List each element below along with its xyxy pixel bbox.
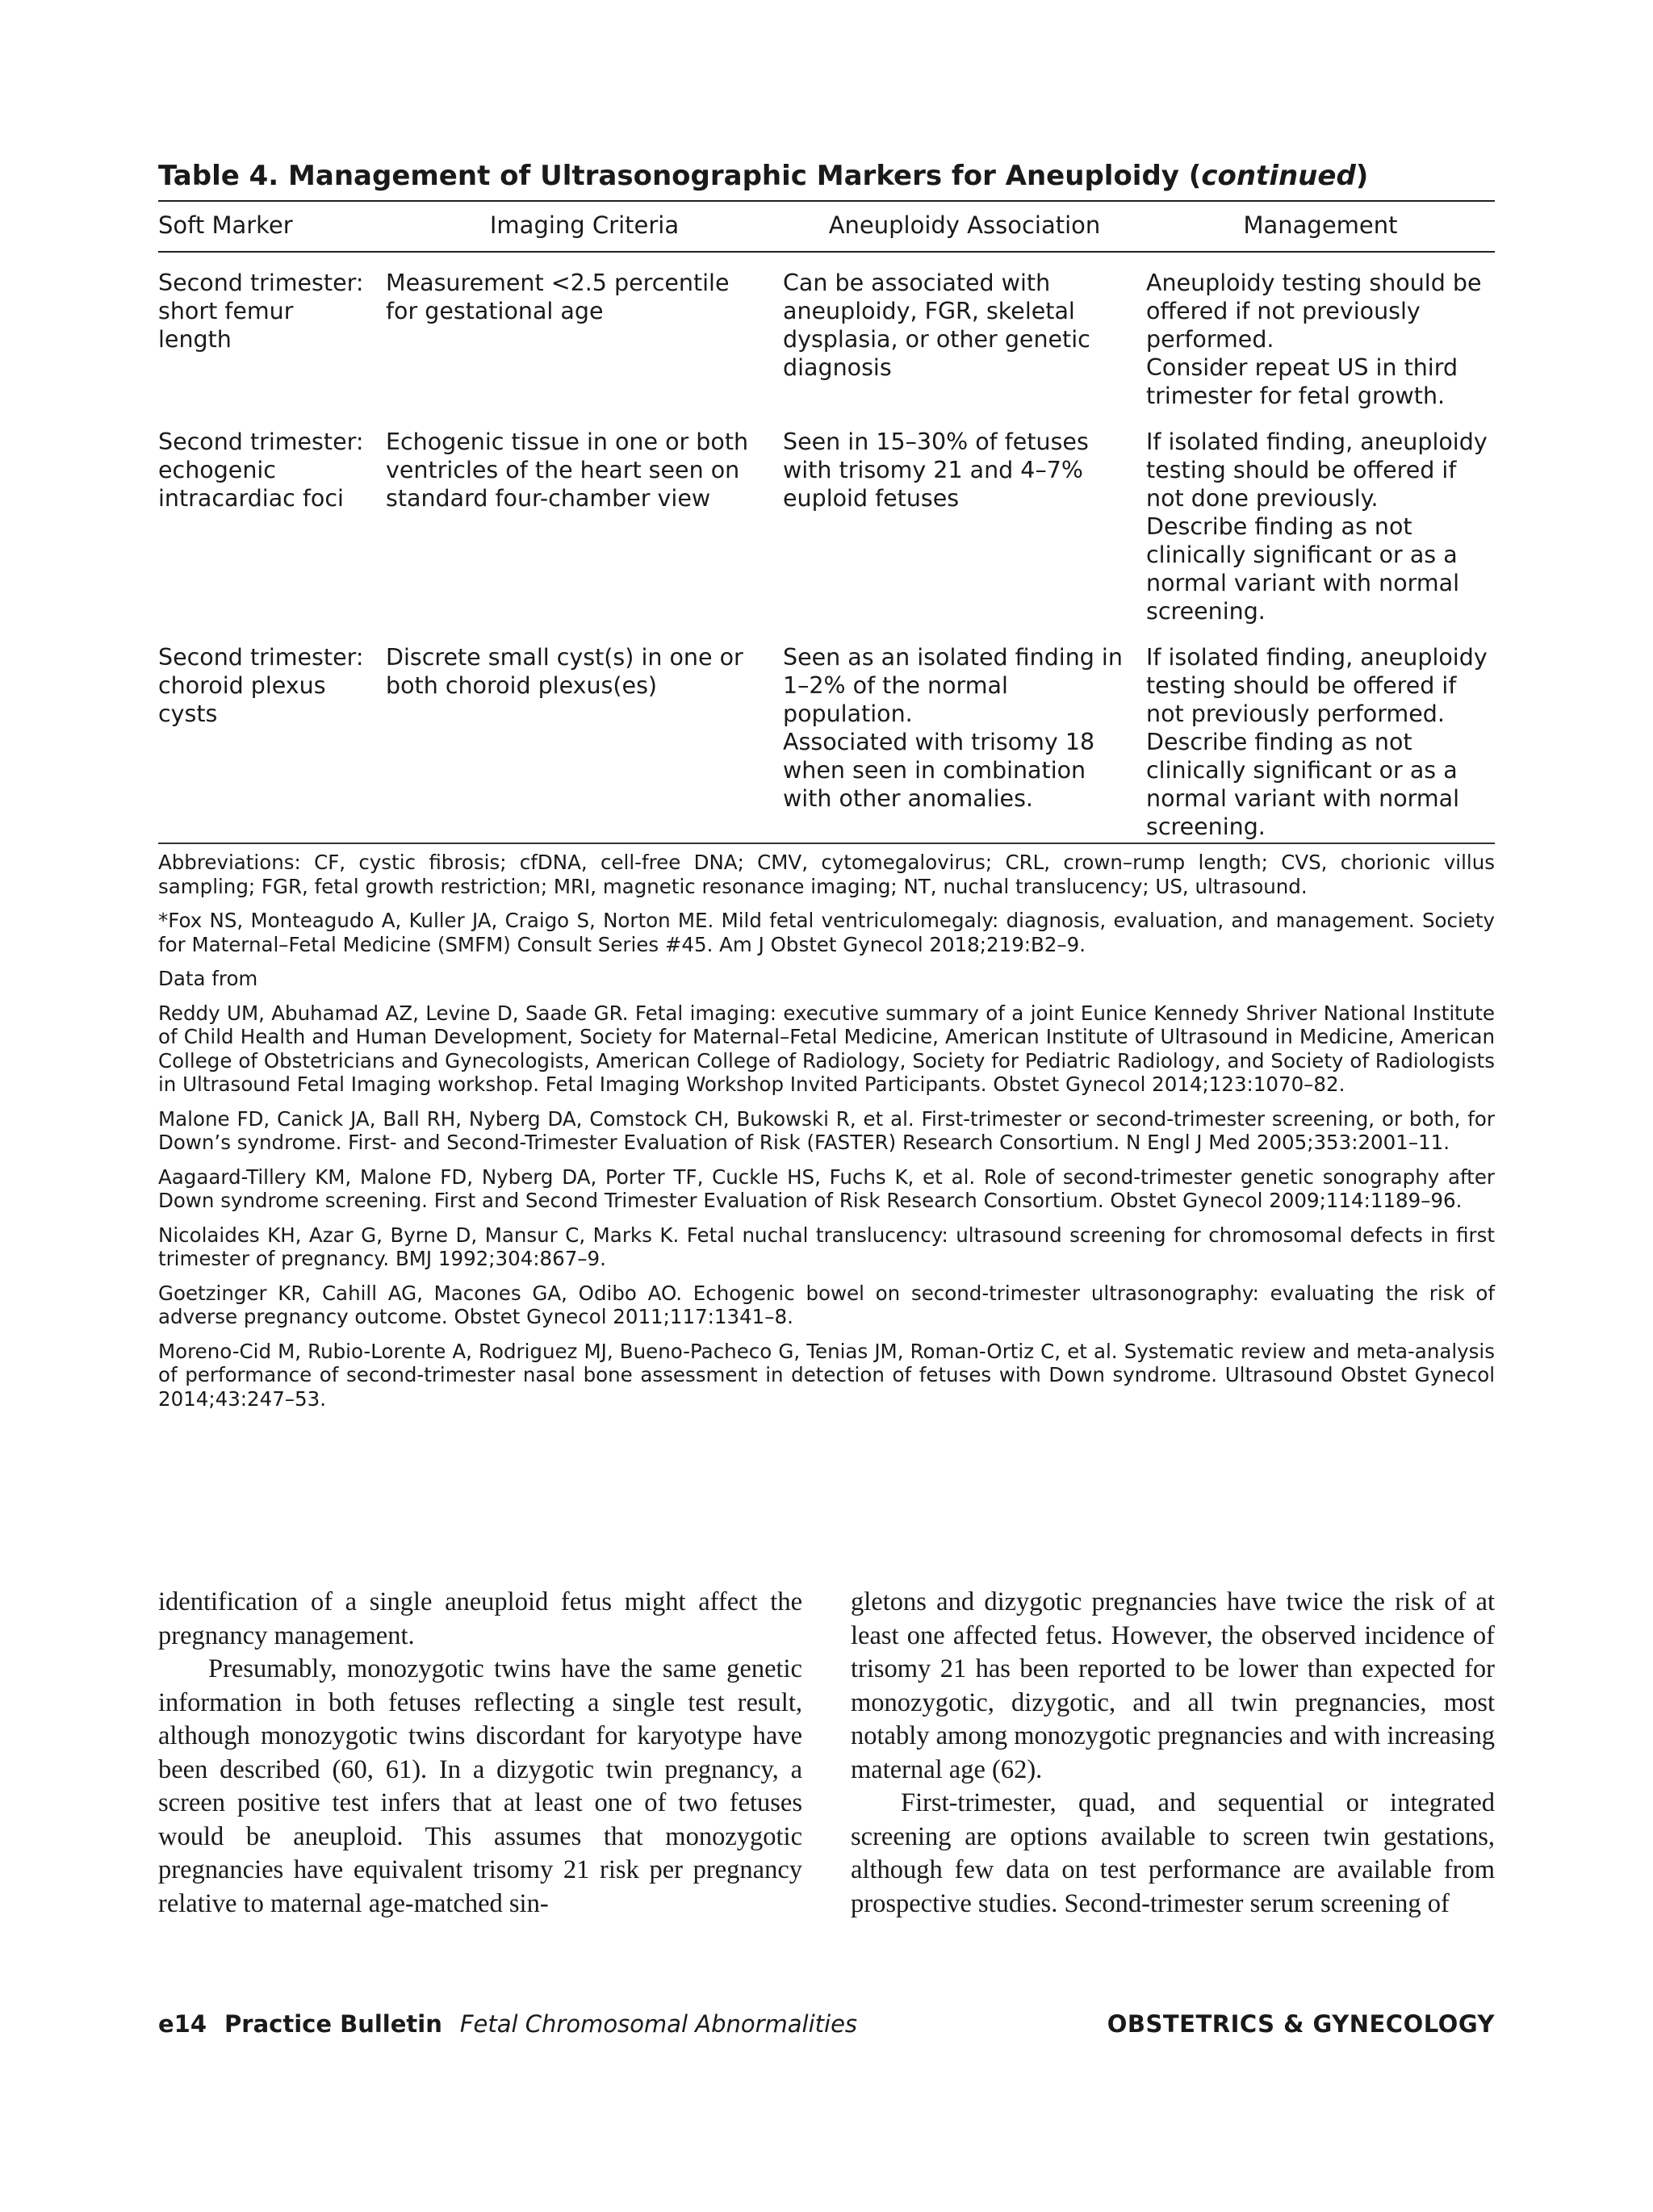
cell-line: Aneuploidy testing should be xyxy=(1146,270,1482,296)
cell-line: echogenic xyxy=(158,457,276,483)
cell-line: testing should be offered if xyxy=(1146,457,1457,483)
cell-line: Describe finding as not xyxy=(1146,729,1412,755)
cell-line: If isolated finding, aneuploidy xyxy=(1146,429,1488,455)
reference-entry: Aagaard-Tillery KM, Malone FD, Nyberg DA, Porter TF, Cuckle HS, Fuchs K, et al. Role of second-trimester genetic sonography after Down syndrome screening. First and Second Trimester Evaluation of Risk Research Consortium. Obstet Gynecol 2009;114:1189–96. xyxy=(158,1165,1495,1212)
cell-line: when seen in combination xyxy=(783,757,1086,784)
cell-line: screening. xyxy=(1146,598,1266,625)
header-aneuploidy-association: Aneuploidy Association xyxy=(783,201,1146,252)
cell-line: Describe finding as not xyxy=(1146,513,1412,540)
right-paragraph-2: First-trimester, quad, and sequential or integrated screening are options available to screen twin gestations, although few data on test performance are available from prospective studies. Second-trimester serum screening of xyxy=(851,1788,1495,1918)
header-soft-marker: Soft Marker xyxy=(158,201,386,252)
header-management: Management xyxy=(1146,201,1495,252)
journal-name: OBSTETRICS & GYNECOLOGY xyxy=(1107,2010,1495,2038)
cell-line: offered if not previously xyxy=(1146,298,1421,324)
cell-line: euploid fetuses xyxy=(783,485,960,512)
left-paragraph-1: identification of a single aneuploid fetus might affect the pregnancy management. xyxy=(158,1587,802,1650)
reference-entry: Moreno-Cid M, Rubio-Lorente A, Rodriguez MJ, Bueno-Pacheco G, Tenias JM, Roman-Ortiz C, et al. Systematic review and meta-analysis of performance of second-trimester nasal bone assessment in detection of fetuses with Down syndrome. Ultrasound Obstet Gynecol 2014;43:247–53. xyxy=(158,1339,1495,1411)
cell-criteria xyxy=(386,410,783,625)
cell-line: Associated with trisomy 18 xyxy=(783,729,1095,755)
cell-line: diagnosis xyxy=(783,354,892,381)
cell-line: aneuploidy, FGR, skeletal xyxy=(783,298,1075,324)
cell-association xyxy=(783,252,1146,410)
table-row xyxy=(158,252,1495,410)
table-4-block xyxy=(158,158,1495,1421)
cell-line: not done previously. xyxy=(1146,485,1379,512)
bulletin-topic: Fetal Chromosomal Abnormalities xyxy=(459,2010,858,2038)
cell-line: Seen in 15–30% of fetuses xyxy=(783,429,1089,455)
footnote: *Fox NS, Monteagudo A, Kuller JA, Craigo S, Norton ME. Mild fetal ventriculomegaly: diagnosis, evaluation, and management. Society for Maternal–Fetal Medicine (SMFM) Consult Series #45. Am J Obstet Gynecol 2018;219:B2–9. xyxy=(158,909,1495,956)
cell-criteria xyxy=(386,252,783,410)
table-title-text: Table 4. Management of Ultrasonographic Markers for Aneuploidy ( xyxy=(158,160,1202,192)
reference-entry: Nicolaides KH, Azar G, Byrne D, Mansur C, Marks K. Fetal nuchal translucency: ultrasound screening for chromosomal defects in first trimester of pregnancy. BMJ 1992;304:867–9. xyxy=(158,1223,1495,1270)
cell-management xyxy=(1146,625,1495,843)
cell-association xyxy=(783,625,1146,843)
data-from-label: Data from xyxy=(158,967,258,990)
cell-management xyxy=(1146,252,1495,410)
cell-marker xyxy=(158,252,386,410)
cell-line: with trisomy 21 and 4–7% xyxy=(783,457,1083,483)
table-title-close: ) xyxy=(1355,160,1369,192)
cell-line: length xyxy=(158,326,232,353)
cell-line: dysplasia, or other genetic xyxy=(783,326,1090,353)
cell-line: normal variant with normal xyxy=(1146,570,1460,596)
cell-line: standard four-chamber view xyxy=(386,485,711,512)
cell-line: ventricles of the heart seen on xyxy=(386,457,740,483)
table-body xyxy=(158,252,1495,843)
table-header-row xyxy=(158,201,1495,252)
cell-line: with other anomalies. xyxy=(783,785,1033,812)
cell-line: short femur xyxy=(158,298,294,324)
cell-line: Second trimester: xyxy=(158,429,364,455)
right-paragraph-1: gletons and dizygotic pregnancies have twice the risk of at least one affected fetus. However, the observed incidence of trisomy 21 has been reported to be lower than expected for monozygotic, dizygotic, and all twin pregnancies, most notably among monozygotic pregnancies and with increasing maternal age (62). xyxy=(851,1587,1495,1784)
cell-line: both choroid plexus(es) xyxy=(386,672,658,699)
cell-line: Can be associated with xyxy=(783,270,1051,296)
table-notes xyxy=(158,851,1495,1411)
cell-line: cysts xyxy=(158,700,218,727)
cell-marker xyxy=(158,410,386,625)
abbreviations-note: Abbreviations: CF, cystic fibrosis; cfDNA, cell-free DNA; CMV, cytomegalovirus; CRL, crown–rump length; CVS, chorionic villus sampling; FGR, fetal growth restriction; MRI, magnetic resonance imaging; NT, nuchal translucency; US, ultrasound. xyxy=(158,851,1495,898)
cell-line: screening. xyxy=(1146,813,1266,840)
markers-table xyxy=(158,200,1495,843)
reference-list xyxy=(158,1001,1495,1411)
left-paragraph-2: Presumably, monozygotic twins have the same genetic information in both fetuses reflecting a single test result, although monozygotic twins discordant for karyotype have been described (60, 61). In a dizygotic twin pregnancy, a screen positive test infers that at least one of two fetuses would be aneuploid. This assumes that monozygotic pregnancies have equivalent trisomy 21 risk per pregnancy relative to maternal age-matched sin- xyxy=(158,1654,802,1918)
table-row xyxy=(158,625,1495,843)
cell-marker xyxy=(158,625,386,843)
cell-management xyxy=(1146,410,1495,625)
cell-line: for gestational age xyxy=(386,298,604,324)
cell-line: If isolated finding, aneuploidy xyxy=(1146,644,1488,671)
cell-line: Second trimester: xyxy=(158,270,364,296)
cell-line: normal variant with normal xyxy=(1146,785,1460,812)
header-imaging-criteria: Imaging Criteria xyxy=(386,201,783,252)
cell-line: trimester for fetal growth. xyxy=(1146,383,1446,409)
cell-line: testing should be offered if xyxy=(1146,672,1457,699)
page-number: e14 xyxy=(158,2010,207,2038)
right-column xyxy=(851,1586,1495,1921)
reference-entry: Goetzinger KR, Cahill AG, Macones GA, Odibo AO. Echogenic bowel on second-trimester ultrasonography: evaluating the risk of adverse pregnancy outcome. Obstet Gynecol 2011;117:1341–8. xyxy=(158,1281,1495,1328)
cell-line: Consider repeat US in third xyxy=(1146,354,1458,381)
cell-line: Echogenic tissue in one or both xyxy=(386,429,749,455)
cell-line: Second trimester: xyxy=(158,644,364,671)
cell-association xyxy=(783,410,1146,625)
cell-line: clinically significant or as a xyxy=(1146,542,1458,568)
cell-line: Seen as an isolated finding in xyxy=(783,644,1123,671)
series-name: Practice Bulletin xyxy=(224,2010,442,2038)
left-column xyxy=(158,1586,802,1921)
cell-line: intracardiac foci xyxy=(158,485,344,512)
reference-entry: Reddy UM, Abuhamad AZ, Levine D, Saade GR. Fetal imaging: executive summary of a joint Eunice Kennedy Shriver National Institute of Child Health and Human Development, Society for Maternal–Fetal Medicine, American Institute of Ultrasound in Medicine, American College of Obstetricians and Gynecologists, American College of Radiology, Society for Pediatric Radiology, and Society of Radiologists in Ultrasound Fetal Imaging workshop. Fetal Imaging Workshop Invited Participants. Obstet Gynecol 2014;123:1070–82. xyxy=(158,1001,1495,1096)
cell-criteria xyxy=(386,625,783,843)
table-bottom-rule xyxy=(158,843,1495,844)
table-title-continued: continued xyxy=(1201,160,1356,192)
cell-line: Measurement <2.5 percentile xyxy=(386,270,730,296)
cell-line: 1–2% of the normal xyxy=(783,672,1008,699)
cell-line: Discrete small cyst(s) in one or xyxy=(386,644,743,671)
cell-line: population. xyxy=(783,700,913,727)
cell-line: performed. xyxy=(1146,326,1274,353)
reference-entry: Malone FD, Canick JA, Ball RH, Nyberg DA, Comstock CH, Bukowski R, et al. First-trimester or second-trimester screening, or both, for Down’s syndrome. First- and Second-Trimester Evaluation of Risk (FASTER) Research Consortium. N Engl J Med 2005;353:2001–11. xyxy=(158,1106,1495,1154)
table-title xyxy=(158,158,1495,200)
page-footer xyxy=(158,2006,1495,2042)
cell-line: not previously performed. xyxy=(1146,700,1445,727)
table-row xyxy=(158,410,1495,625)
cell-line: clinically significant or as a xyxy=(1146,757,1458,784)
cell-line: choroid plexus xyxy=(158,672,326,699)
